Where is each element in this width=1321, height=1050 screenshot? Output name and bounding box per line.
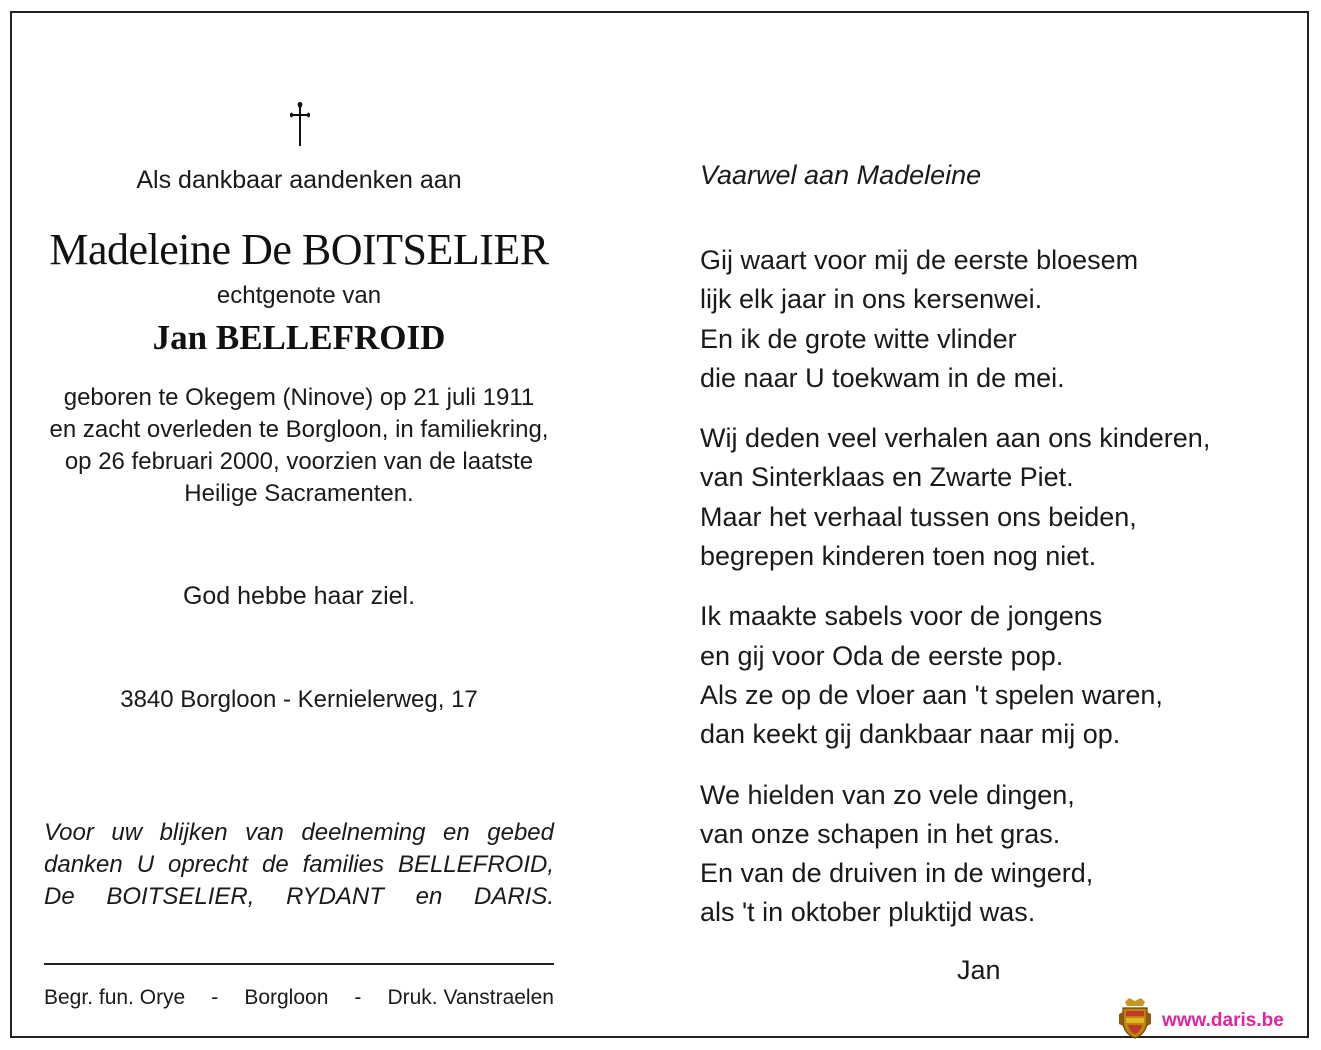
poem-line: We hielden van zo vele dingen, [700,779,1075,810]
deceased-name: Madeleine De BOITSELIER [49,225,549,274]
poem-line: van Sinterklaas en Zwarte Piet. [700,462,1074,493]
poem-line: Wij deden veel verhalen aan ons kinderen, [700,423,1211,454]
thanks-line: De BOITSELIER, RYDANT en DARIS. [44,883,554,910]
poem-line: Als ze op de vloer aan 't spelen waren, [700,679,1163,710]
credit-funeral: Begr. fun. Orye [44,986,186,1009]
website-link[interactable]: www.daris.be [1162,1010,1284,1031]
poem-line: Gij waart voor mij de eerste bloesem [700,245,1139,275]
bio-line: en zacht overleden te Borgloon, in familiekring, [49,416,549,443]
intro-text: Als dankbaar aandenken aan [136,166,462,194]
prayer-text: God hebbe haar ziel. [182,582,416,610]
poem [700,241,1260,954]
thanks-message [44,817,554,913]
poem-line: begrepen kinderen toen nog niet. [700,541,1097,572]
bio-line: Heilige Sacramenten. [184,480,414,507]
poem-line: dan keekt gij dankbaar naar mij op. [700,719,1121,750]
biography [44,382,554,510]
poem-title: Vaarwel aan Madeleine [700,160,982,190]
cross-icon [288,100,312,150]
poem-line: Maar het verhaal tussen ons beiden, [700,501,1137,532]
credits [44,986,554,1010]
spouse-name: Jan BELLEFROID [152,318,446,357]
poem-line: en gij voor Oda de eerste pop. [700,640,1064,671]
thanks-line: danken U oprecht de families BELLEFROID, [44,851,554,878]
address: 3840 Borgloon - Kernielerweg, 17 [120,686,478,713]
spouse-label: echtgenote van [216,282,382,309]
poem-line: En van de druiven in de wingerd, [700,858,1094,889]
poem-line: van onze schapen in het gras. [700,818,1061,849]
heraldic-crest-icon [1117,996,1153,1040]
credit-printer: Druk. Vanstraelen [387,986,554,1009]
credit-separator: - [354,986,362,1009]
credit-place: Borgloon [244,986,329,1009]
thanks-line: Voor uw blijken van deelneming en gebed [44,819,554,846]
poem-stanza [700,597,1260,754]
credit-separator: - [211,986,219,1009]
poem-stanza [700,241,1260,398]
poem-stanza [700,419,1260,576]
bio-line: op 26 februari 2000, voorzien van de laatste [64,448,534,475]
poem-line: die naar U toekwam in de mei. [700,362,1065,393]
poem-line: als 't in oktober pluktijd was. [700,897,1036,928]
poem-line: En ik de grote witte vlinder [700,323,1017,354]
poem-stanza [700,776,1260,933]
bio-line: geboren te Okegem (Ninove) op 21 juli 1911 [63,384,535,411]
poem-line: Ik maakte sabels voor de jongens [700,601,1103,632]
poem-signature: Jan [957,955,1001,985]
poem-line: lijk elk jaar in ons kersenwei. [700,284,1043,315]
divider [44,963,554,965]
